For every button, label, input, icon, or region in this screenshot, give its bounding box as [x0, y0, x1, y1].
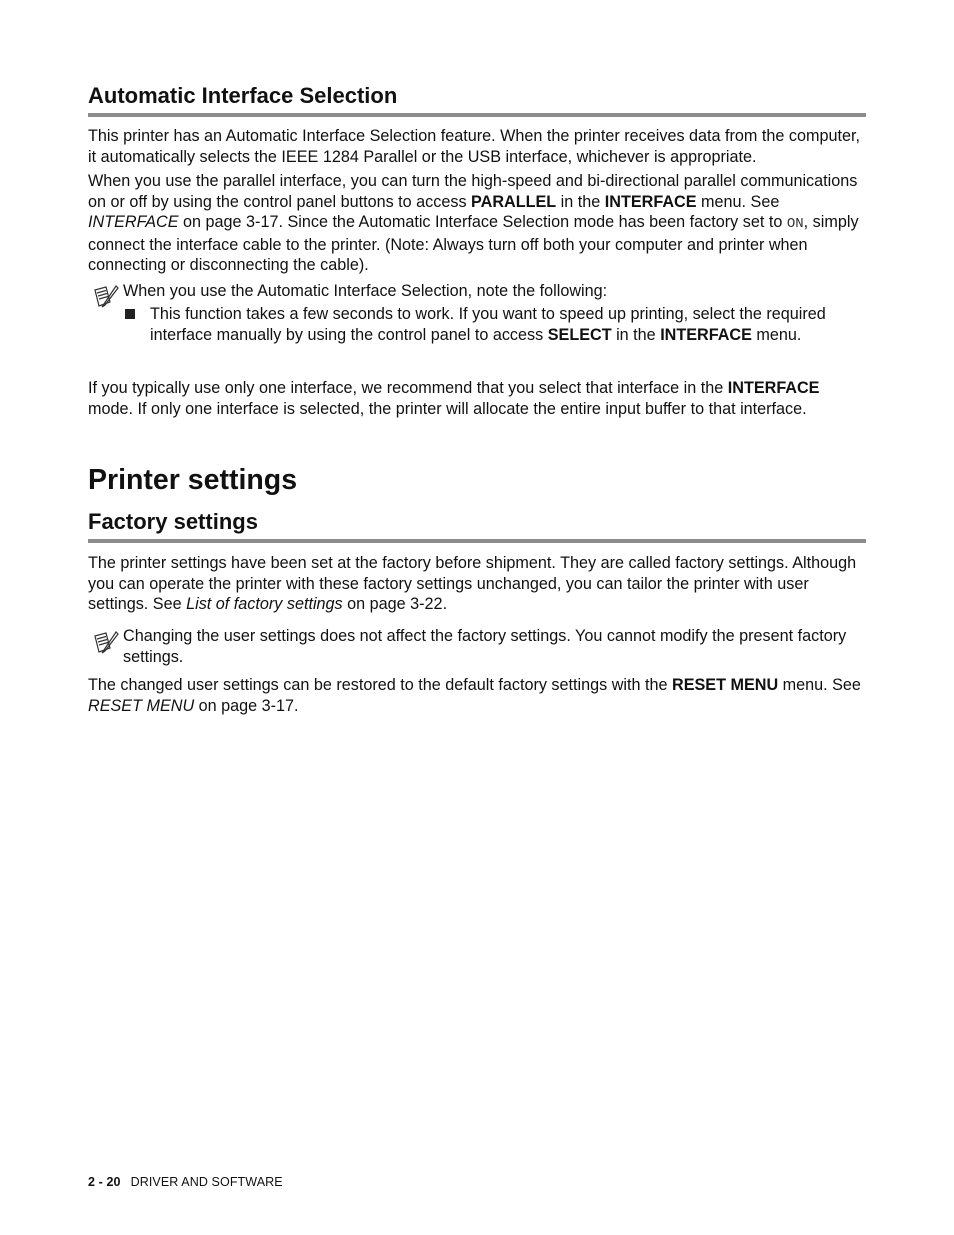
note-bullet: This function takes a few seconds to work. If you want to speed up printing, select the required interface manually by using the control panel to access SELECT in the INTERFACE menu. — [150, 305, 826, 344]
paragraph-factory: The printer settings have been set at the factory before shipment. They are called factory settings. Although you can operate the printer with these factory settings unchanged, you can tailor the printer with user settings. See List of factory settings on page 3-22. — [88, 554, 857, 613]
note-pencil-icon — [92, 284, 120, 310]
paragraph-reset: The changed user settings can be restored to the default factory settings with the RESET MENU menu. See RESET MENU on page 3-17. — [88, 676, 861, 715]
section-heading-factory-settings: Factory settings — [88, 509, 258, 534]
heading-rule — [88, 539, 866, 543]
paragraph-one-interface: If you typically use only one interface, we recommend that you select that interface in the INTERFACE mode. If only one interface is selected, the printer will allocate the entire input buffer to that interface. — [88, 379, 820, 418]
page-number: 2 - 20 — [88, 1175, 121, 1189]
page-title-printer-settings: Printer settings — [88, 464, 298, 496]
note-intro: When you use the Automatic Interface Selection, note the following: — [123, 282, 608, 300]
paragraph-parallel: When you use the parallel interface, you can turn the high-speed and bi-directional parallel communications on or off by using the control panel buttons to access PARALLEL in the INTERFACE menu. See INTERFACE on page 3-17. Since the Automatic Interface Selection mode has been factory set to ON, simply connect the interface cable to the printer. (Note: Always turn off both your computer and printer when connecting or disconnecting the cable). — [88, 172, 859, 274]
note-factory: Changing the user settings does not affect the factory settings. You cannot modify the present factory settings. — [123, 627, 847, 666]
chapter-name: DRIVER AND SOFTWARE — [130, 1175, 283, 1189]
bullet-marker — [125, 309, 135, 319]
page-footer — [88, 1174, 283, 1190]
heading-rule — [88, 113, 866, 117]
paragraph-intro: This printer has an Automatic Interface Selection feature. When the printer receives data from the computer, it automatically selects the IEEE 1284 Parallel or the USB interface, whichever is appropriate. — [88, 127, 860, 166]
section-heading-automatic-interface: Automatic Interface Selection — [88, 83, 398, 108]
note-pencil-icon — [92, 630, 120, 656]
